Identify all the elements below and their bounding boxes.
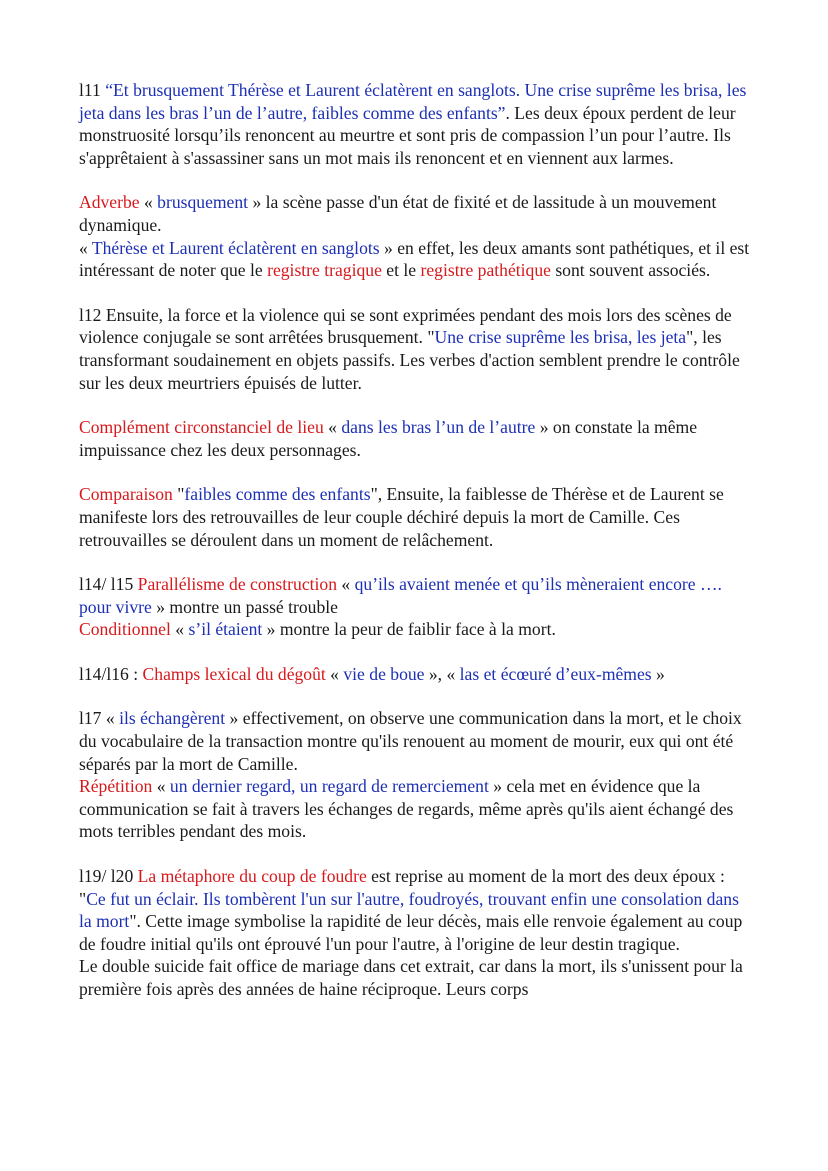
body-text: » la scène passe d'un état de fixité et de lassitude à un mouvement dynamique. (79, 192, 717, 235)
quote-text: faibles comme des enfants (184, 484, 371, 505)
body-text: et le (381, 260, 421, 281)
body-text: » effectivement, on observe une communication dans la mort, et le choix du vocabulaire de la transaction montre qu'ils renouent au moment de mourir, eux qui ont été séparés par la mort de Camille. (79, 708, 742, 774)
figure-term: Complément circonstanciel de lieu (79, 417, 324, 438)
body-text: « (337, 574, 355, 595)
body-text: » cela met en évidence que la communication se fait à travers les échanges de regards, même après qu'ils aient échangé des mots terribles pendant des mois. (79, 776, 734, 842)
quote-text: brusquement (157, 192, 249, 213)
quote-text: vie de boue (343, 663, 425, 684)
body-text: « (325, 663, 344, 684)
quote-text: “Et brusquement Thérèse et Laurent éclatèrent en sanglots. Une crise suprême les brisa, les jeta dans les bras l’un de l’autre, faibles comme des enfants” (79, 80, 747, 123)
body-text: « (139, 192, 158, 213)
figure-term: Adverbe (79, 192, 140, 213)
body-text: l11 (79, 80, 106, 100)
figure-term: registre tragique (267, 260, 382, 281)
body-text: Le double suicide fait office de mariage dans cet extrait, car dans la mort, ils s'unissent pour la première fois après des années de haine réciproque. Leurs corps (79, 956, 743, 999)
body-text: est reprise au moment de la mort des deux époux : " (79, 866, 725, 909)
paragraph (79, 663, 754, 686)
body-text: ". Cette image symbolise la rapidité de leur décès, mais elle renvoie également au coup de foudre initial qu'ils ont éprouvé l'un pour l'autre, à l'origine de leur destin tragique. (79, 911, 743, 954)
body-text: l19/ l20 (79, 866, 138, 887)
body-text: « (170, 619, 189, 640)
body-text: ", Ensuite, la faiblesse de Thérèse et de Laurent se manifeste lors des retrouvailles de leur couple déchiré depuis la mort de Camille. Ces retrouvailles se déroulent dans un moment de relâchement. (79, 484, 724, 550)
figure-term: Répétition (79, 776, 153, 797)
paragraph (79, 483, 754, 551)
figure-term: Champs lexical du dégoût (142, 663, 326, 684)
body-text: ", les transformant soudainement en objets passifs. Les verbes d'action semblent prendre le contrôle sur les deux meurtriers épuisés de lutter. (79, 327, 740, 393)
quote-text: Thérèse et Laurent éclatèrent en sanglots (91, 237, 380, 258)
body-text: sont souvent associés. (550, 260, 711, 281)
body-text: « (323, 417, 342, 438)
quote-text: un dernier regard, un regard de remerciement (169, 776, 489, 797)
body-text: . Les deux époux perdent de leur monstruosité lorsqu’ils renoncent au meurtre et sont pris de compassion l’un pour l’autre. Ils s'apprêtaient à s'assassiner sans un mot mais ils renoncent et en viennent aux larmes. (79, 102, 736, 168)
body-text: » (651, 663, 665, 684)
quote-text: Une crise suprême les brisa, les jeta (434, 327, 687, 348)
figure-term: registre pathétique (420, 260, 551, 281)
body-text: » en effet, les deux amants sont pathétiques, et il est intéressant de noter que le (79, 237, 750, 281)
quote-text: ils échangèrent (119, 708, 226, 729)
body-text: " (172, 484, 185, 505)
paragraph (79, 573, 754, 641)
body-text: « (152, 776, 170, 797)
figure-term: Parallélisme de construction (137, 574, 337, 595)
paragraph (79, 416, 754, 461)
body-text: » montre un passé trouble (151, 596, 338, 617)
quote-text: dans les bras l’un de l’autre (341, 417, 536, 438)
body-text: « (79, 237, 92, 258)
body-text: l14/l16 : (79, 663, 143, 684)
paragraph (79, 79, 754, 169)
figure-term: La métaphore du coup de foudre (137, 866, 367, 887)
figure-term: Conditionnel (79, 619, 171, 640)
paragraph (79, 865, 754, 1001)
document-body (79, 79, 754, 1001)
body-text: l17 « (79, 708, 120, 729)
quote-text: Ce fut un éclair. Ils tombèrent l'un sur l'autre, foudroyés, trouvant enfin une consolation dans la mort (79, 888, 739, 932)
body-text: l12 Ensuite, la force et la violence qui se sont exprimées pendant des mois lors des scènes de violence conjugale se sont arrêtées brusquement. " (79, 304, 732, 348)
body-text: » montre la peur de faiblir face à la mort. (262, 619, 556, 640)
figure-term: Comparaison (79, 484, 173, 505)
quote-text: las et écœuré d’eux-mêmes (459, 663, 652, 684)
paragraph (79, 707, 754, 843)
paragraph (79, 191, 754, 281)
quote-text: s’il étaient (188, 619, 263, 640)
paragraph (79, 304, 754, 394)
body-text: l14/ l15 (79, 574, 138, 595)
body-text: », « (424, 663, 460, 684)
body-text: » on constate la même impuissance chez les deux personnages. (79, 417, 698, 460)
quote-text: qu’ils avaient menée et qu’ils mèneraient encore …. pour vivre (79, 574, 722, 617)
